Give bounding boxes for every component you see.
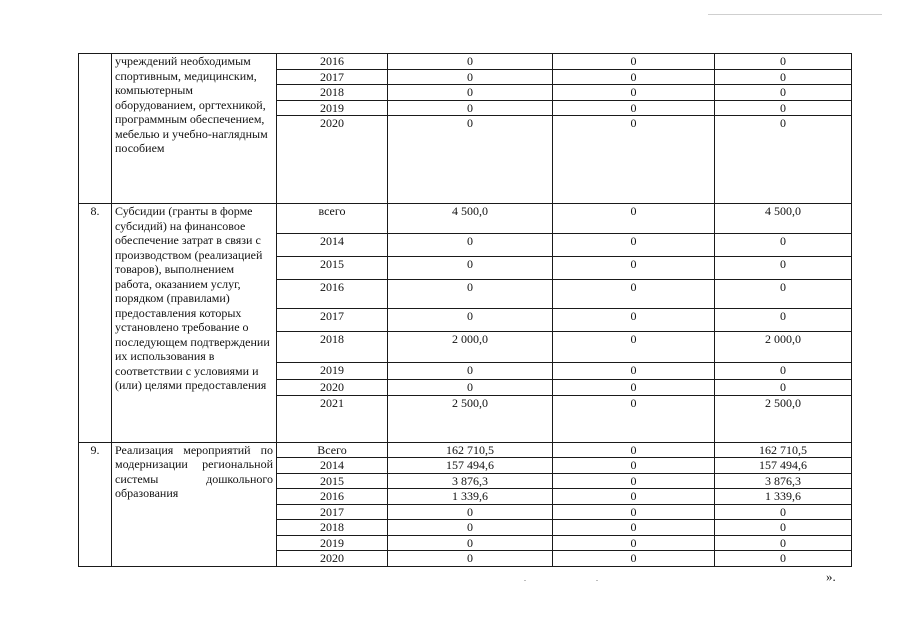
year-cell: Всего — [277, 442, 388, 458]
value-cell-v1: 0 — [388, 54, 553, 70]
item-description: учреждений необходимым спортивным, медицинским, компьютерным оборудованием, оргтехникой, программным обеспечением, мебелью и учебно-наглядным пособием — [112, 54, 277, 204]
value-cell-v2: 0 — [553, 458, 715, 474]
item-description: Реализация мероприятий по модернизации региональной системы дошкольного образования — [112, 442, 277, 566]
value-cell-v3: 0 — [715, 54, 852, 70]
value-cell-v1: 0 — [388, 280, 553, 309]
value-cell-v3: 0 — [715, 520, 852, 536]
value-cell-v3: 0 — [715, 504, 852, 520]
value-cell-v2: 0 — [553, 520, 715, 536]
value-cell-v1: 162 710,5 — [388, 442, 553, 458]
year-cell: 2020 — [277, 380, 388, 396]
value-cell-v2: 0 — [553, 257, 715, 280]
value-cell-v2: 0 — [553, 551, 715, 567]
value-cell-v3: 0 — [715, 100, 852, 116]
year-cell: 2017 — [277, 69, 388, 85]
value-cell-v2: 0 — [553, 380, 715, 396]
year-cell: 2019 — [277, 100, 388, 116]
closing-quote: ». — [826, 569, 836, 584]
value-cell-v1: 0 — [388, 380, 553, 396]
value-cell-v3: 2 000,0 — [715, 332, 852, 363]
row-number: 9. — [79, 442, 112, 566]
value-cell-v3: 0 — [715, 69, 852, 85]
year-cell: 2016 — [277, 54, 388, 70]
table-row — [79, 442, 852, 458]
value-cell-v2: 0 — [553, 100, 715, 116]
year-cell: 2020 — [277, 116, 388, 204]
value-cell-v3: 1 339,6 — [715, 489, 852, 505]
value-cell-v3: 162 710,5 — [715, 442, 852, 458]
year-cell: 2014 — [277, 458, 388, 474]
year-cell: 2018 — [277, 520, 388, 536]
value-cell-v2: 0 — [553, 85, 715, 101]
scan-edge-line — [708, 14, 882, 15]
row-number — [79, 54, 112, 204]
value-cell-v2: 0 — [553, 442, 715, 458]
value-cell-v3: 0 — [715, 85, 852, 101]
year-cell: 2020 — [277, 551, 388, 567]
item-description: Субсидии (гранты в форме субсидий) на финансовое обеспечение затрат в связи с производством (реализацией товаров), выполнением работа, оказанием услуг, порядком (правилами) предоставления которых установлено требование о последующем подтверждении их использования в соответствии с условиями и (или) целями предоставления — [112, 204, 277, 443]
value-cell-v2: 0 — [553, 204, 715, 234]
value-cell-v1: 3 876,3 — [388, 473, 553, 489]
year-cell: 2017 — [277, 309, 388, 332]
year-cell: 2014 — [277, 234, 388, 257]
value-cell-v3: 0 — [715, 257, 852, 280]
year-cell: 2018 — [277, 332, 388, 363]
value-cell-v1: 0 — [388, 234, 553, 257]
value-cell-v1: 0 — [388, 257, 553, 280]
value-cell-v1: 2 000,0 — [388, 332, 553, 363]
value-cell-v3: 2 500,0 — [715, 395, 852, 442]
value-cell-v1: 0 — [388, 309, 553, 332]
budget-table — [78, 53, 852, 567]
value-cell-v3: 0 — [715, 363, 852, 380]
value-cell-v3: 0 — [715, 535, 852, 551]
value-cell-v3: 0 — [715, 280, 852, 309]
year-cell: 2015 — [277, 257, 388, 280]
scan-speck — [596, 580, 598, 581]
table-row — [79, 54, 852, 70]
value-cell-v1: 0 — [388, 100, 553, 116]
value-cell-v3: 0 — [715, 116, 852, 204]
value-cell-v2: 0 — [553, 395, 715, 442]
year-cell: 2021 — [277, 395, 388, 442]
value-cell-v2: 0 — [553, 504, 715, 520]
value-cell-v1: 0 — [388, 504, 553, 520]
value-cell-v2: 0 — [553, 332, 715, 363]
value-cell-v1: 0 — [388, 116, 553, 204]
value-cell-v2: 0 — [553, 234, 715, 257]
value-cell-v2: 0 — [553, 280, 715, 309]
row-number: 8. — [79, 204, 112, 443]
year-cell: 2018 — [277, 85, 388, 101]
value-cell-v1: 0 — [388, 69, 553, 85]
value-cell-v3: 0 — [715, 234, 852, 257]
value-cell-v3: 4 500,0 — [715, 204, 852, 234]
value-cell-v2: 0 — [553, 69, 715, 85]
value-cell-v3: 0 — [715, 551, 852, 567]
value-cell-v2: 0 — [553, 535, 715, 551]
value-cell-v2: 0 — [553, 309, 715, 332]
value-cell-v2: 0 — [553, 54, 715, 70]
year-cell: 2019 — [277, 535, 388, 551]
value-cell-v1: 1 339,6 — [388, 489, 553, 505]
year-cell: 2015 — [277, 473, 388, 489]
year-cell: 2016 — [277, 489, 388, 505]
year-cell: всего — [277, 204, 388, 234]
value-cell-v1: 0 — [388, 85, 553, 101]
value-cell-v3: 0 — [715, 309, 852, 332]
year-cell: 2019 — [277, 363, 388, 380]
value-cell-v3: 3 876,3 — [715, 473, 852, 489]
value-cell-v1: 2 500,0 — [388, 395, 553, 442]
value-cell-v2: 0 — [553, 473, 715, 489]
scan-speck — [524, 580, 526, 581]
value-cell-v1: 0 — [388, 363, 553, 380]
value-cell-v2: 0 — [553, 116, 715, 204]
value-cell-v3: 157 494,6 — [715, 458, 852, 474]
year-cell: 2017 — [277, 504, 388, 520]
table-row — [79, 204, 852, 234]
value-cell-v1: 0 — [388, 535, 553, 551]
value-cell-v2: 0 — [553, 489, 715, 505]
value-cell-v2: 0 — [553, 363, 715, 380]
value-cell-v1: 157 494,6 — [388, 458, 553, 474]
value-cell-v1: 4 500,0 — [388, 204, 553, 234]
value-cell-v3: 0 — [715, 380, 852, 396]
year-cell: 2016 — [277, 280, 388, 309]
value-cell-v1: 0 — [388, 520, 553, 536]
value-cell-v1: 0 — [388, 551, 553, 567]
